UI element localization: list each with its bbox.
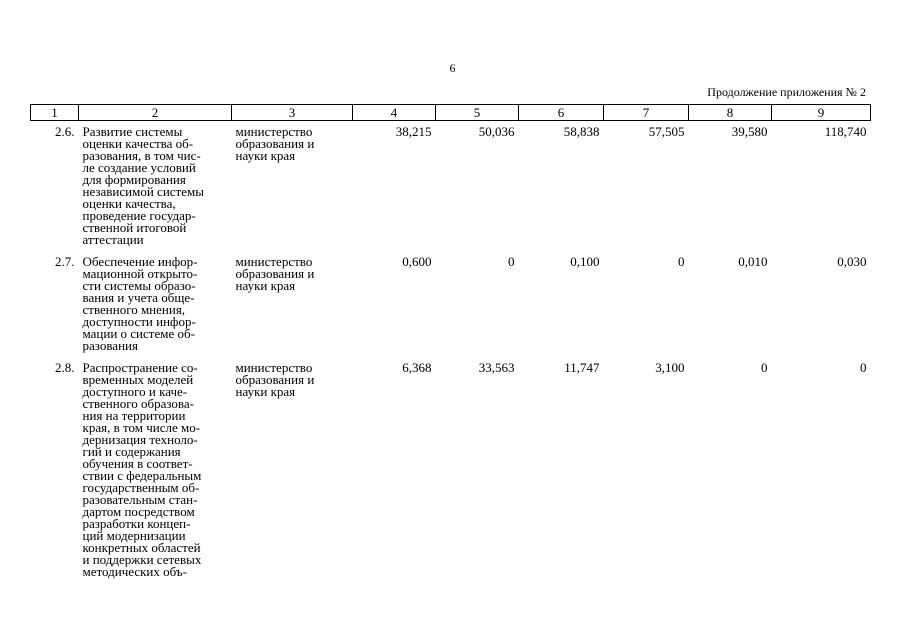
row-executor-line: министерство (235, 360, 313, 375)
row-name-line: конкретных областей (82, 540, 201, 555)
row-executor (232, 251, 353, 357)
row-value-col-8: 0,010 (738, 254, 768, 269)
row-name-line: Обеспечение инфор- (82, 254, 198, 269)
table-header-row (31, 105, 871, 121)
row-name-line: разования, в том чис- (82, 148, 201, 163)
row-name-line: доступного и каче- (82, 384, 188, 399)
row-value-col-6: 0,100 (570, 254, 600, 269)
row-name-line: и поддержки сетевых (82, 552, 202, 567)
row-name-line: вания и учета обще- (82, 290, 195, 305)
column-header-5: 5 (436, 105, 519, 121)
row-executor-line: министерство (235, 254, 313, 269)
row-name-line: ственного образова- (82, 396, 194, 411)
row-value-col-4: 0,600 (402, 254, 432, 269)
row-name-line: разработки концеп- (82, 516, 191, 531)
table-row (31, 357, 871, 583)
row-value-col-8: 39,580 (731, 124, 768, 139)
row-value-col-9: 118,740 (824, 124, 867, 139)
row-value-col-7: 0 (678, 254, 685, 269)
row-code: 2.8. (55, 360, 75, 375)
column-header-4: 4 (353, 105, 436, 121)
row-name-line: края, в том числе мо- (82, 420, 201, 435)
row-name-line: ций модернизации (82, 528, 186, 543)
page-number: 6 (449, 61, 456, 75)
row-executor-line: науки края (235, 148, 296, 163)
row-name (79, 357, 232, 583)
row-name-line: ле создание условий (82, 160, 196, 175)
row-value-col-5: 33,563 (478, 360, 515, 375)
row-name-line: дартом посредством (82, 504, 195, 519)
row-name-line: оценки качества, (82, 196, 176, 211)
row-executor (232, 121, 353, 252)
row-name-line: доступности инфор- (82, 314, 196, 329)
row-name (79, 121, 232, 252)
row-executor-line: образования и (235, 136, 315, 151)
row-name-line: аттестации (82, 232, 144, 247)
row-value-col-9: 0,030 (837, 254, 867, 269)
row-value-col-7: 57,505 (648, 124, 685, 139)
row-name-line: мационной открыто- (82, 266, 198, 281)
row-value-col-7: 3,100 (655, 360, 685, 375)
row-name-line: сти системы образо- (82, 278, 196, 293)
row-executor-line: науки края (235, 384, 296, 399)
row-value-col-6: 58,838 (563, 124, 600, 139)
row-executor (232, 357, 353, 583)
row-name-line: разования (82, 338, 138, 353)
row-name-line: Распространение со- (82, 360, 198, 375)
row-name-line: ствии с федеральным (82, 468, 202, 483)
row-value-col-6: 11,747 (564, 360, 600, 375)
row-name-line: разовательным стан- (82, 492, 198, 507)
row-value-col-5: 0 (508, 254, 515, 269)
row-code: 2.6. (55, 124, 75, 139)
table-row (31, 251, 871, 357)
row-executor-line: образования и (235, 372, 315, 387)
continuation-label: Продолжение приложения № 2 (707, 85, 866, 99)
row-name-line: ственной итоговой (82, 220, 187, 235)
row-name-line: ственного мнения, (82, 302, 186, 317)
row-name-line: Развитие системы (82, 124, 183, 139)
row-executor-line: министерство (235, 124, 313, 139)
row-name-line: мации о системе об- (82, 326, 195, 341)
row-value-col-9: 0 (860, 360, 867, 375)
row-code: 2.7. (55, 254, 75, 269)
row-name-line: дернизация техноло- (82, 432, 198, 447)
row-name-line: проведение государ- (82, 208, 196, 223)
column-header-9: 9 (772, 105, 871, 121)
column-header-1: 1 (31, 105, 79, 121)
row-executor-line: науки края (235, 278, 296, 293)
row-name-line: временных моделей (82, 372, 194, 387)
row-name-line: методических объ- (82, 564, 187, 579)
row-name-line: обучения в соответ- (82, 456, 193, 471)
row-executor-line: образования и (235, 266, 315, 281)
row-name-line: оценки качества об- (82, 136, 194, 151)
row-name-line: независимой системы (82, 184, 204, 199)
row-name-line: ния на территории (82, 408, 186, 423)
table-row (31, 121, 871, 252)
column-header-3: 3 (232, 105, 353, 121)
row-name-line: государственным об- (82, 480, 200, 495)
row-value-col-4: 6,368 (402, 360, 432, 375)
row-name-line: гий и содержания (82, 444, 181, 459)
row-value-col-4: 38,215 (395, 124, 432, 139)
column-header-2: 2 (79, 105, 232, 121)
program-table (30, 104, 871, 583)
column-header-7: 7 (604, 105, 689, 121)
row-value-col-5: 50,036 (478, 124, 515, 139)
row-name (79, 251, 232, 357)
row-name-line: для формирования (82, 172, 186, 187)
row-value-col-8: 0 (761, 360, 768, 375)
column-header-6: 6 (519, 105, 604, 121)
column-header-8: 8 (689, 105, 772, 121)
